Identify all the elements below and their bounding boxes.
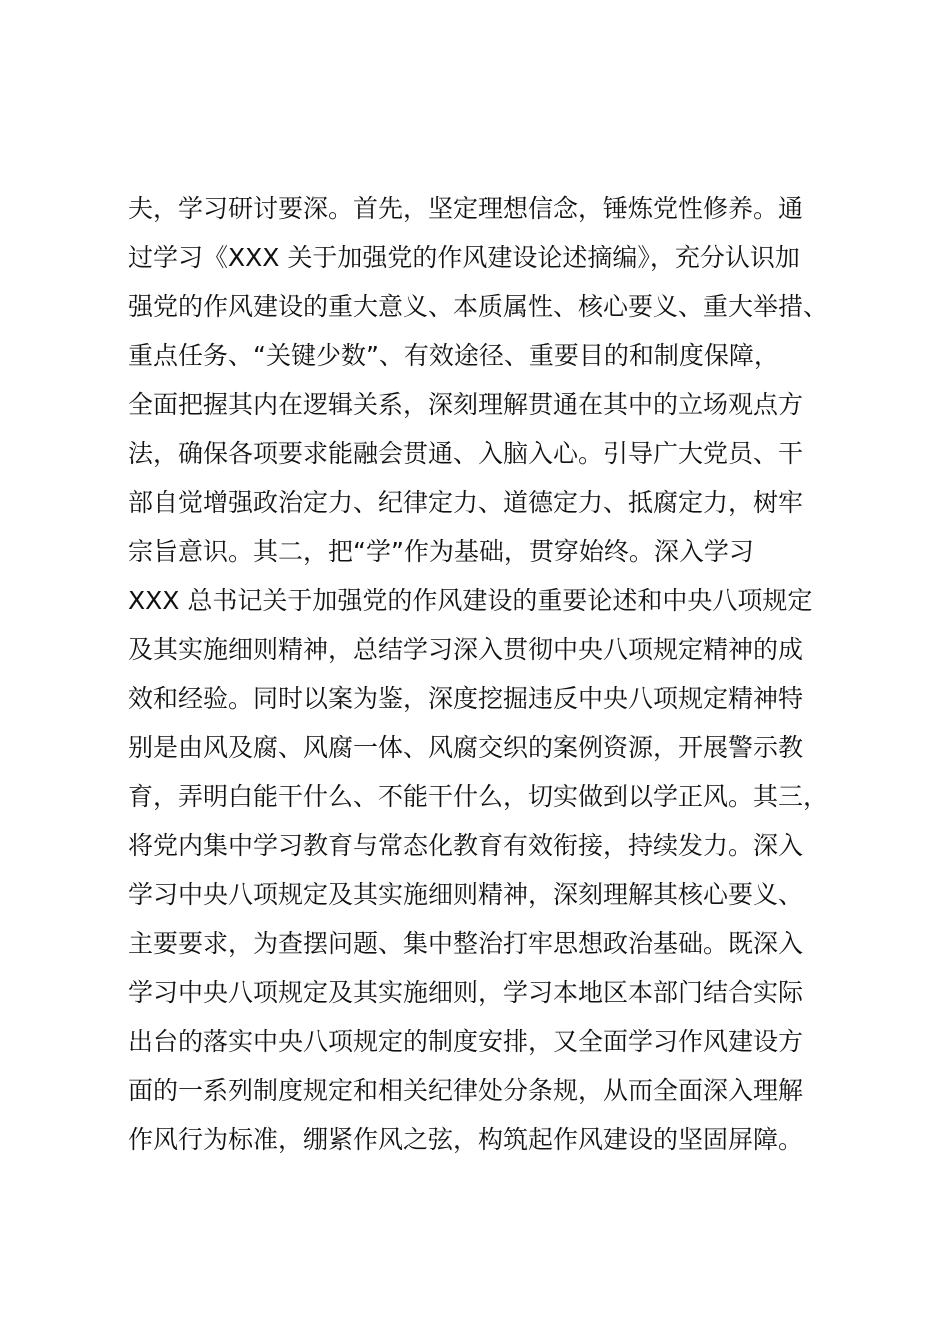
text-line-5: 全面把握其内在逻辑关系，深刻理解贯通在其中的立场观点方: [128, 390, 804, 419]
document-paragraph: [128, 184, 848, 1164]
text-line-10: 及其实施细则精神，总结学习深入贯彻中央八项规定精神的成: [128, 635, 804, 664]
text-line-18: 出台的落实中央八项规定的制度安排，又全面学习作风建设方: [128, 1027, 804, 1056]
text-line-11: 效和经验。同时以案为鉴，深度挖掘违反中央八项规定精神特: [128, 684, 804, 713]
text-line-1: 夫，学习研讨要深。首先，坚定理想信念，锤炼党性修养。通: [128, 194, 804, 223]
text-line-19: 面的一系列制度规定和相关纪律处分条规，从而全面深入理解: [128, 1076, 804, 1105]
text-line-15: 学习中央八项规定及其实施细则精神，深刻理解其核心要义、: [128, 880, 804, 909]
text-line-4: 重点任务、“关键少数”、有效途径、重要目的和制度保障，: [128, 341, 779, 370]
text-line-9: XXX 总书记关于加强党的作风建设的重要论述和中央八项规定: [128, 586, 813, 615]
text-line-12: 别是由风及腐、风腐一体、风腐交织的案例资源，开展警示教: [128, 733, 804, 762]
text-line-16: 主要要求，为查摆问题、集中整治打牢思想政治基础。既深入: [128, 929, 804, 958]
text-line-6: 法，确保各项要求能融会贯通、入脑入心。引导广大党员、干: [128, 439, 804, 468]
text-line-7: 部自觉增强政治定力、纪律定力、道德定力、抵腐定力，树牢: [128, 488, 804, 517]
text-line-17: 学习中央八项规定及其实施细则，学习本地区本部门结合实际: [128, 978, 804, 1007]
text-line-3: 强党的作风建设的重大意义、本质属性、核心要义、重大举措、: [128, 292, 829, 321]
text-line-2: 过学习《XXX 关于加强党的作风建设论述摘编》，充分认识加: [128, 243, 800, 272]
text-line-20: 作风行为标准，绷紧作风之弦，构筑起作风建设的坚固屏障。: [128, 1125, 804, 1154]
text-line-14: 将党内集中学习教育与常态化教育有效衔接，持续发力。深入: [128, 831, 804, 860]
text-line-13: 育，弄明白能干什么、不能干什么，切实做到以学正风。其三，: [128, 782, 829, 811]
text-line-8: 宗旨意识。其二，把“学”作为基础，贯穿始终。深入学习: [128, 537, 754, 566]
